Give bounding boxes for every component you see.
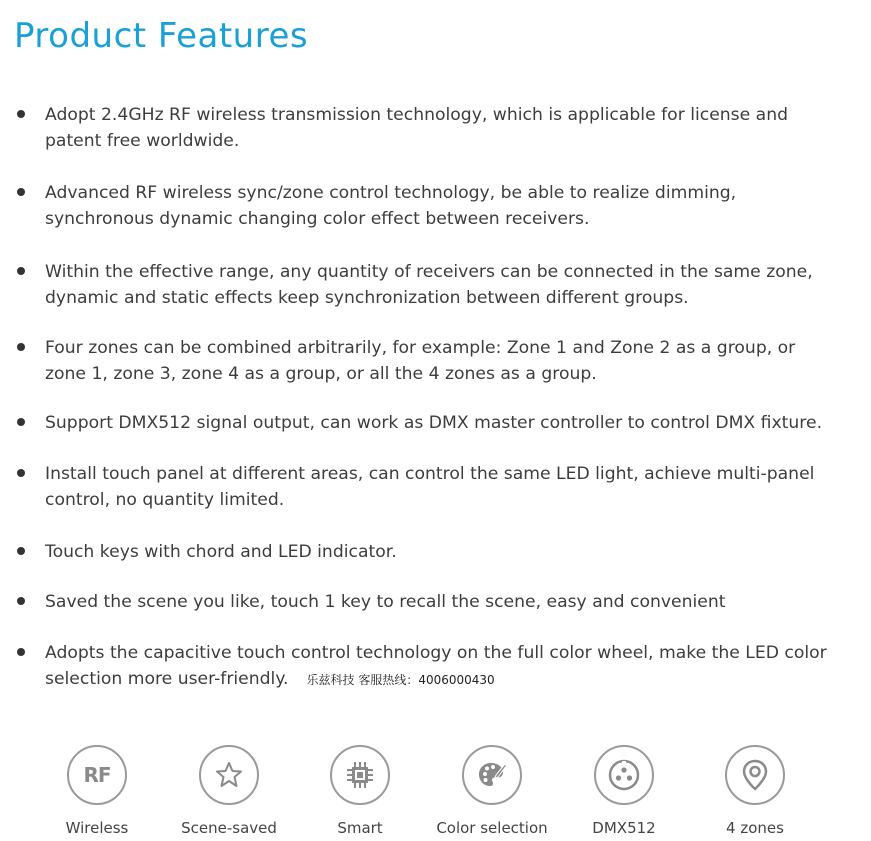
page-title: Product Features [14,16,309,56]
feature-text: Saved the scene you like, touch 1 key to recall the scene, easy and convenient [45,592,726,612]
icon-item-scene-saved [164,745,294,837]
feature-text: Install touch panel at different areas, can control the same LED light, achieve multi-panel control, no quantity limited. [45,464,815,510]
feature-text: Within the effective range, any quantity of receivers can be connected in the same zone, dynamic and static effects keep synchronization between different groups. [45,262,813,308]
icon-item-color-selection [427,745,557,837]
icon-label: Smart [337,819,383,837]
chip-icon [330,745,390,805]
feature-text: Four zones can be combined arbitrarily, for example: Zone 1 and Zone 2 as a group, or zone 1, zone 3, zone 4 as a group, or all the 4 zones as a group. [45,338,796,384]
icon-label: DMX512 [592,819,656,837]
icon-label: Color selection [436,819,548,837]
icon-item-4-zones [690,745,820,837]
feature-text: Support DMX512 signal output, can work as DMX master controller to control DMX fixture. [45,413,823,433]
icon-label: 4 zones [726,819,784,837]
star-icon [199,745,259,805]
watermark-note: 乐兹科技 客服热线：4006000430 [306,673,495,687]
feature-text: Adopt 2.4GHz RF wireless transmission technology, which is applicable for license and patent free worldwide. [45,105,789,151]
rf-icon: RF [67,745,127,805]
bullet-icon [17,418,25,426]
feature-text: Touch keys with chord and LED indicator. [45,542,397,562]
feature-text: Adopts the capacitive touch control technology on the full color wheel, make the LED color selection more user-friendly. 乐兹科技 客服热线：4006000430 [45,643,827,689]
bullet-icon [17,469,25,477]
location-pin-icon [725,745,785,805]
feature-icon-row [0,745,871,841]
bullet-icon [17,648,25,656]
bullet-icon [17,343,25,351]
bullet-icon [17,188,25,196]
icon-item-wireless [32,745,162,837]
bullet-icon [17,110,25,118]
icon-label: Scene-saved [181,819,277,837]
icon-item-dmx512 [559,745,689,837]
bullet-icon [17,267,25,275]
feature-text: Advanced RF wireless sync/zone control technology, be able to realize dimming, synchronous dynamic changing color effect between receivers. [45,183,737,229]
palette-icon [462,745,522,805]
icon-label: Wireless [65,819,129,837]
bullet-icon [17,547,25,555]
dmx-connector-icon [594,745,654,805]
bullet-icon [17,597,25,605]
icon-item-smart [295,745,425,837]
